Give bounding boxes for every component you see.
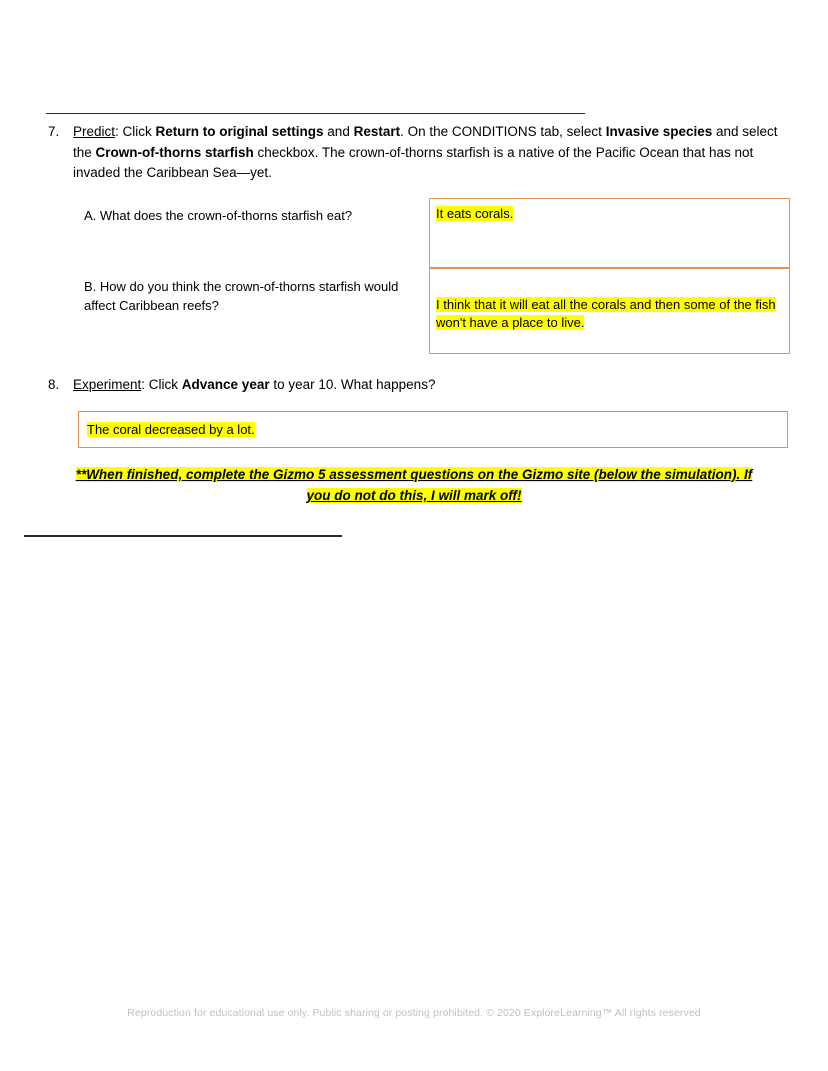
- top-horizontal-rule: [46, 113, 585, 114]
- item-7-bold-1: Return to original settings: [155, 124, 324, 139]
- item-7-text-1: : Click: [115, 124, 156, 139]
- list-item-8: [48, 375, 780, 396]
- item-7-text-5: checkbox. The crown-of-thorns starfish is a native of the Pacific Ocean that has not invaded the Caribbean Sea—yet.: [73, 144, 754, 180]
- item-7-text-4: and select the: [73, 124, 778, 160]
- answer-box-a[interactable]: [429, 198, 790, 268]
- item-8-text-1: : Click: [141, 377, 182, 392]
- item-7-bold-4: Crown-of-thorns starfish: [95, 144, 254, 160]
- item-7-text-2: and: [323, 124, 354, 139]
- notice-line-1: **When finished, complete the Gizmo 5 assessment questions on the Gizmo site (below the simulation). If: [75, 467, 753, 482]
- list-item-7: [48, 122, 780, 184]
- item-7-bold-3: Invasive species: [605, 124, 713, 139]
- item-8-text-2: to year 10. What happens?: [269, 377, 436, 392]
- item-7-text-3: . On the CONDITIONS tab, select: [400, 124, 606, 139]
- answer-8-text: [87, 421, 777, 439]
- item-7-label: Predict: [73, 124, 116, 139]
- bottom-horizontal-rule: [24, 535, 342, 537]
- answer-a-highlight: It eats corals.: [436, 206, 514, 221]
- item-7-number: 7.: [48, 124, 60, 139]
- assessment-notice: [24, 464, 804, 506]
- answer-a-text: [436, 205, 782, 223]
- item-8-bold-1: Advance year: [181, 377, 270, 392]
- item-7-bold-2: Restart: [353, 124, 401, 139]
- item-8-label: Experiment: [73, 377, 142, 392]
- answer-b-highlight: I think that it will eat all the corals and then some of the fish won't have a place to live.: [436, 297, 776, 330]
- answer-box-8[interactable]: [78, 411, 788, 448]
- item-8-text: [73, 375, 435, 396]
- answer-box-b[interactable]: [429, 268, 790, 354]
- item-7-text: [73, 122, 780, 184]
- answer-b-text: [436, 296, 782, 332]
- page-footer: Reproduction for educational use only. Public sharing or posting prohibited. © 2020 ExploreLearning™ All rights reserved: [127, 1007, 701, 1019]
- answer-8-highlight: The coral decreased by a lot.: [87, 422, 255, 437]
- question-a-prompt: A. What does the crown-of-thorns starfish eat?: [84, 208, 353, 223]
- item-8-number: 8.: [48, 377, 60, 392]
- question-b-prompt: B. How do you think the crown-of-thorns starfish would affect Caribbean reefs?: [84, 279, 399, 313]
- notice-line-2: you do not do this, I will mark off!: [306, 488, 522, 503]
